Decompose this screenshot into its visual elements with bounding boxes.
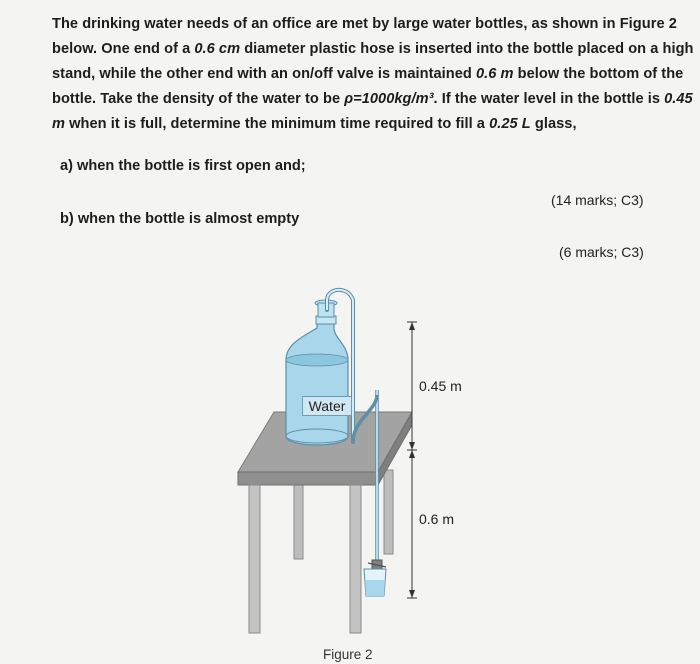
dimension-label-top: 0.45 m	[419, 378, 462, 394]
table-top-front-edge	[238, 472, 378, 485]
dimension-label-bottom: 0.6 m	[419, 511, 455, 527]
problem-line-3: stand, while the other end with an on/off valve is maintained 0.6 m below the bottom of the	[52, 66, 684, 82]
water-bottle	[286, 318, 348, 445]
question-b: b) when the bottle is almost empty	[60, 211, 300, 227]
water-surface	[286, 354, 348, 366]
figure-caption: Figure 2	[323, 647, 373, 662]
problem-line-5: m when it is full, determine the minimum time required to fill a 0.25 L glass,	[52, 116, 577, 132]
problem-statement	[52, 12, 694, 137]
marks-b: (6 marks; C3)	[559, 244, 644, 260]
marks-a: (14 marks; C3)	[551, 192, 644, 208]
problem-line-4: bottle. Take the density of the water to be ρ=1000kg/m³. If the water level in the bottle is 0.45	[52, 91, 693, 107]
table-leg-back-left	[294, 485, 303, 559]
table-leg-front-left	[249, 485, 260, 633]
table-leg-back-right	[384, 470, 393, 554]
water-label: Water	[302, 396, 352, 416]
figure-2-diagram	[0, 280, 700, 664]
problem-line-1: The drinking water needs of an office are met by large water bottles, as shown in Figure 2	[52, 16, 677, 32]
table-leg-front-right	[350, 485, 361, 633]
problem-line-2: below. One end of a 0.6 cm diameter plastic hose is inserted into the bottle placed on a high	[52, 41, 694, 57]
question-a: a) when the bottle is first open and;	[60, 158, 306, 174]
